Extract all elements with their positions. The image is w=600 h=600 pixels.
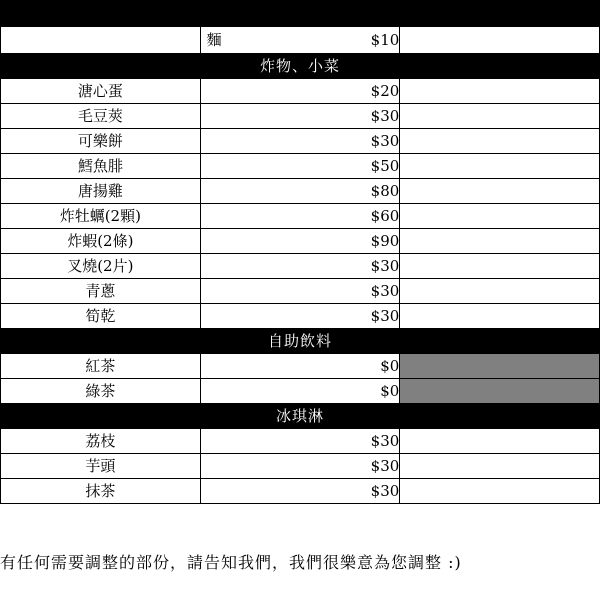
menu-row — [1, 229, 600, 254]
top-row-name: 麵 — [206, 31, 222, 49]
item-name: 芋頭 — [1, 454, 201, 479]
menu-row — [1, 429, 600, 454]
grey-cell — [400, 354, 600, 379]
extra-cell — [400, 279, 600, 304]
extra-cell — [400, 104, 600, 129]
item-price: $30 — [200, 429, 400, 454]
extra-cell — [400, 179, 600, 204]
item-price: $30 — [200, 254, 400, 279]
item-name: 唐揚雞 — [1, 179, 201, 204]
item-price: $0 — [200, 379, 400, 404]
item-price: $20 — [200, 79, 400, 104]
item-price: $30 — [200, 129, 400, 154]
menu-row — [1, 79, 600, 104]
section-header-fried — [1, 54, 600, 79]
menu-row — [1, 279, 600, 304]
item-name: 炸蝦(2條) — [1, 229, 201, 254]
menu-row — [1, 204, 600, 229]
section-title: 冰琪淋 — [1, 404, 600, 429]
section-title: 自助飲料 — [1, 329, 600, 354]
item-name: 綠茶 — [1, 379, 201, 404]
item-name: 荔枝 — [1, 429, 201, 454]
item-price: $50 — [200, 154, 400, 179]
menu-row — [1, 304, 600, 329]
extra-cell — [400, 204, 600, 229]
section-header-drinks — [1, 329, 600, 354]
menu-row — [1, 129, 600, 154]
item-price: $90 — [200, 229, 400, 254]
menu-row — [1, 179, 600, 204]
menu-row — [1, 104, 600, 129]
top-black-bar-cell — [1, 1, 600, 27]
top-blank-cell — [1, 27, 201, 54]
extra-cell — [400, 479, 600, 504]
menu-row-noodle — [1, 27, 600, 54]
item-price: $60 — [200, 204, 400, 229]
extra-cell — [400, 454, 600, 479]
extra-cell — [400, 129, 600, 154]
item-name: 鱈魚腓 — [1, 154, 201, 179]
top-row-price: $10 — [370, 31, 400, 49]
section-header-icecream — [1, 404, 600, 429]
item-price: $30 — [200, 279, 400, 304]
item-name: 叉燒(2片) — [1, 254, 201, 279]
extra-cell — [400, 229, 600, 254]
top-row-cell — [200, 27, 400, 54]
extra-cell — [400, 429, 600, 454]
top-black-bar — [1, 1, 600, 27]
item-name: 可樂餅 — [1, 129, 201, 154]
item-name: 筍乾 — [1, 304, 201, 329]
item-price: $30 — [200, 304, 400, 329]
menu-row — [1, 254, 600, 279]
menu-row — [1, 479, 600, 504]
top-extra-cell — [400, 27, 600, 54]
menu-row — [1, 354, 600, 379]
grey-cell — [400, 379, 600, 404]
item-name: 青蔥 — [1, 279, 201, 304]
item-price: $30 — [200, 104, 400, 129]
item-price: $30 — [200, 479, 400, 504]
item-name: 溏心蛋 — [1, 79, 201, 104]
extra-cell — [400, 154, 600, 179]
extra-cell — [400, 254, 600, 279]
footer-note: 有任何需要調整的部份，請告知我們，我們很樂意為您調整 :) — [0, 553, 462, 572]
item-name: 炸牡蠣(2顆) — [1, 204, 201, 229]
item-price: $30 — [200, 454, 400, 479]
item-name: 抹茶 — [1, 479, 201, 504]
item-name: 紅茶 — [1, 354, 201, 379]
menu-row — [1, 154, 600, 179]
extra-cell — [400, 304, 600, 329]
menu-row — [1, 454, 600, 479]
item-name: 毛豆莢 — [1, 104, 201, 129]
item-price: $80 — [200, 179, 400, 204]
extra-cell — [400, 79, 600, 104]
section-title: 炸物、小菜 — [1, 54, 600, 79]
menu-row — [1, 379, 600, 404]
item-price: $0 — [200, 354, 400, 379]
